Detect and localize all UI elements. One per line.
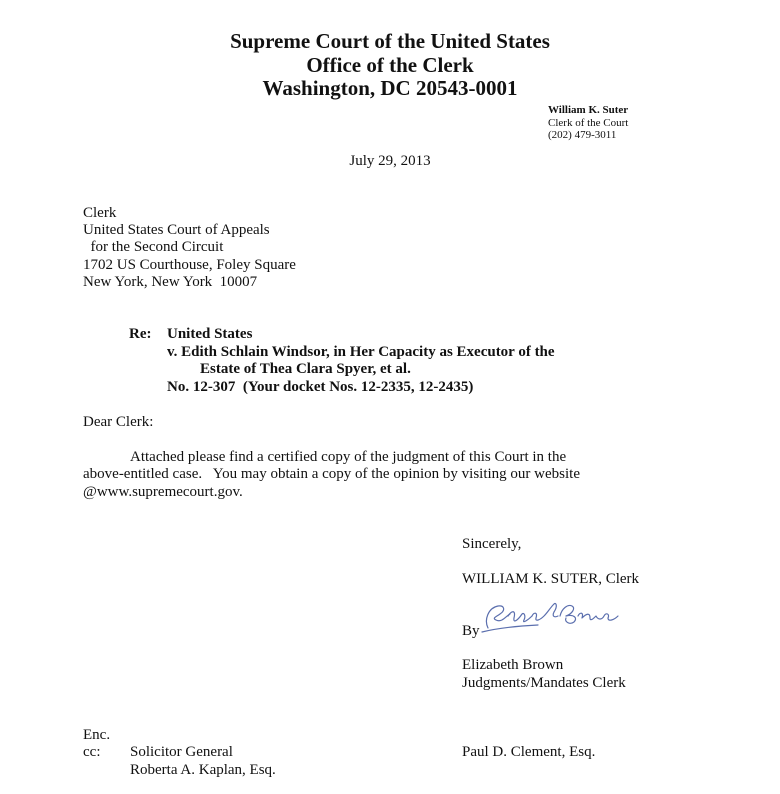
recipient-line-1: Clerk [83, 205, 117, 221]
re-label: Re: [129, 326, 152, 342]
salutation: Dear Clerk: [83, 414, 154, 430]
re-case-line-1: United States [167, 326, 253, 342]
letterhead-office: Office of the Clerk [306, 53, 474, 77]
enclosure-note: Enc. [83, 727, 111, 743]
letterhead-address: Washington, DC 20543-0001 [262, 76, 518, 100]
cc-recipient-1: Solicitor General [130, 744, 233, 760]
body-line-1: Attached please find a certified copy of the judgment of this Court in the [130, 449, 567, 465]
recipient-line-4: 1702 US Courthouse, Foley Square [83, 257, 296, 273]
closing-by: By [462, 623, 480, 639]
body-line-2: above-entitled case. You may obtain a copy of the opinion by visiting our website [83, 466, 580, 482]
re-case-line-3: Estate of Thea Clara Spyer, et al. [200, 361, 411, 377]
recipient-line-3: for the Second Circuit [83, 239, 224, 255]
clerk-title: Clerk of the Court [548, 117, 629, 129]
recipient-line-2: United States Court of Appeals [83, 222, 270, 238]
closing-signer: WILLIAM K. SUTER, Clerk [462, 571, 640, 587]
letterhead-court: Supreme Court of the United States [230, 29, 550, 53]
letter-date: July 29, 2013 [349, 153, 431, 169]
re-docket: No. 12-307 (Your docket Nos. 12-2335, 12-2435) [167, 379, 474, 395]
clerk-name: William K. Suter [548, 104, 629, 116]
closing-name: Elizabeth Brown [462, 657, 564, 673]
re-case-line-2: v. Edith Schlain Windsor, in Her Capacity as Executor of the [167, 344, 555, 360]
cc-label: cc: [83, 744, 101, 760]
closing-sincerely: Sincerely, [462, 536, 522, 552]
cc-recipient-3: Paul D. Clement, Esq. [462, 744, 596, 760]
cc-recipient-2: Roberta A. Kaplan, Esq. [130, 762, 276, 778]
signature-image [478, 598, 628, 638]
clerk-phone: (202) 479-3011 [548, 129, 617, 141]
body-line-3: @www.supremecourt.gov. [83, 484, 243, 500]
closing-title: Judgments/Mandates Clerk [462, 675, 626, 691]
recipient-line-5: New York, New York 10007 [83, 274, 258, 290]
